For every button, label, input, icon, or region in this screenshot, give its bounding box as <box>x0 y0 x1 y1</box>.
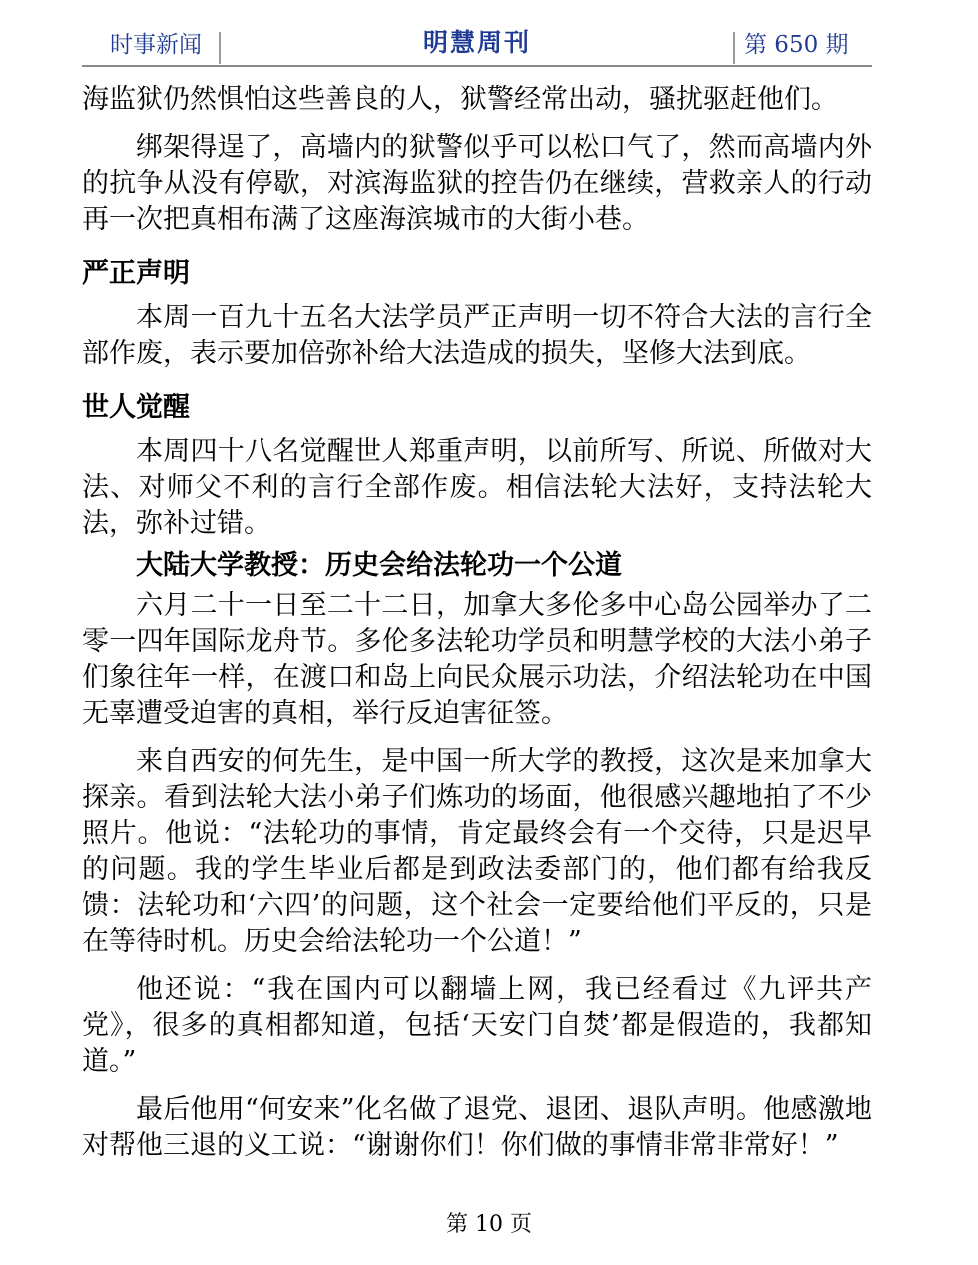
section-heading-awaken: 世人觉醒 <box>82 392 190 423</box>
paragraph: 最后他用“何安来”化名做了退党、退团、退队声明。他感激地对帮他三退的义工说：“谢谢你们！你们做的事情非常非常好！” <box>82 1094 872 1161</box>
section-heading-statement: 严正声明 <box>82 258 190 289</box>
issue-number: 第 650 期 <box>744 32 849 58</box>
page-header <box>82 26 872 66</box>
publication-title: 明慧周刊 <box>422 28 531 57</box>
paragraph: 他还说：“我在国内可以翻墙上网，我已经看过《九评共产党》，很多的真相都知道，包括‘天安门自焚’都是假造的，我都知道。” <box>82 974 872 1077</box>
paragraph: 六月二十一日至二十二日，加拿大多伦多中心岛公园举办了二零一四年国际龙舟节。多伦多法轮功学员和明慧学校的大法小弟子们象往年一样，在渡口和岛上向民众展示功法，介绍法轮功在中国无辜遭受迫害的真相，举行反迫害征签。 <box>82 590 872 729</box>
page-number: 第 10 页 <box>446 1212 532 1237</box>
paragraph: 绑架得逞了，高墙内的狱警似乎可以松口气了，然而高墙内外的抗争从没有停歇，对滨海监狱的控告仍在继续，营救亲人的行动再一次把真相布满了这座海滨城市的大街小巷。 <box>82 132 872 235</box>
article-title: 大陆大学教授：历史会给法轮功一个公道 <box>136 550 622 581</box>
header-rule <box>82 65 872 67</box>
paragraph: 本周四十八名觉醒世人郑重声明，以前所写、所说、所做对大法、对师父不利的言行全部作废。相信法轮大法好，支持法轮大法，弥补过错。 <box>82 436 872 539</box>
paragraph: 本周一百九十五名大法学员严正声明一切不符合大法的言行全部作废，表示要加倍弥补给大法造成的损失，坚修大法到底。 <box>82 302 872 369</box>
section-name: 时事新闻 <box>110 32 202 58</box>
header-divider <box>733 32 735 64</box>
article-body <box>82 82 872 1164</box>
paragraph: 来自西安的何先生，是中国一所大学的教授，这次是来加拿大探亲。看到法轮大法小弟子们炼功的场面，他很感兴趣地拍了不少照片。他说：“法轮功的事情，肯定最终会有一个交待，只是迟早的问题。我的学生毕业后都是到政法委部门的，他们都有给我反馈：法轮功和‘六四’的问题，这个社会一定要给他们平反的，只是在等待时机。历史会给法轮功一个公道！” <box>82 746 872 957</box>
paragraph: 海监狱仍然惧怕这些善良的人，狱警经常出动，骚扰驱赶他们。 <box>82 84 838 115</box>
